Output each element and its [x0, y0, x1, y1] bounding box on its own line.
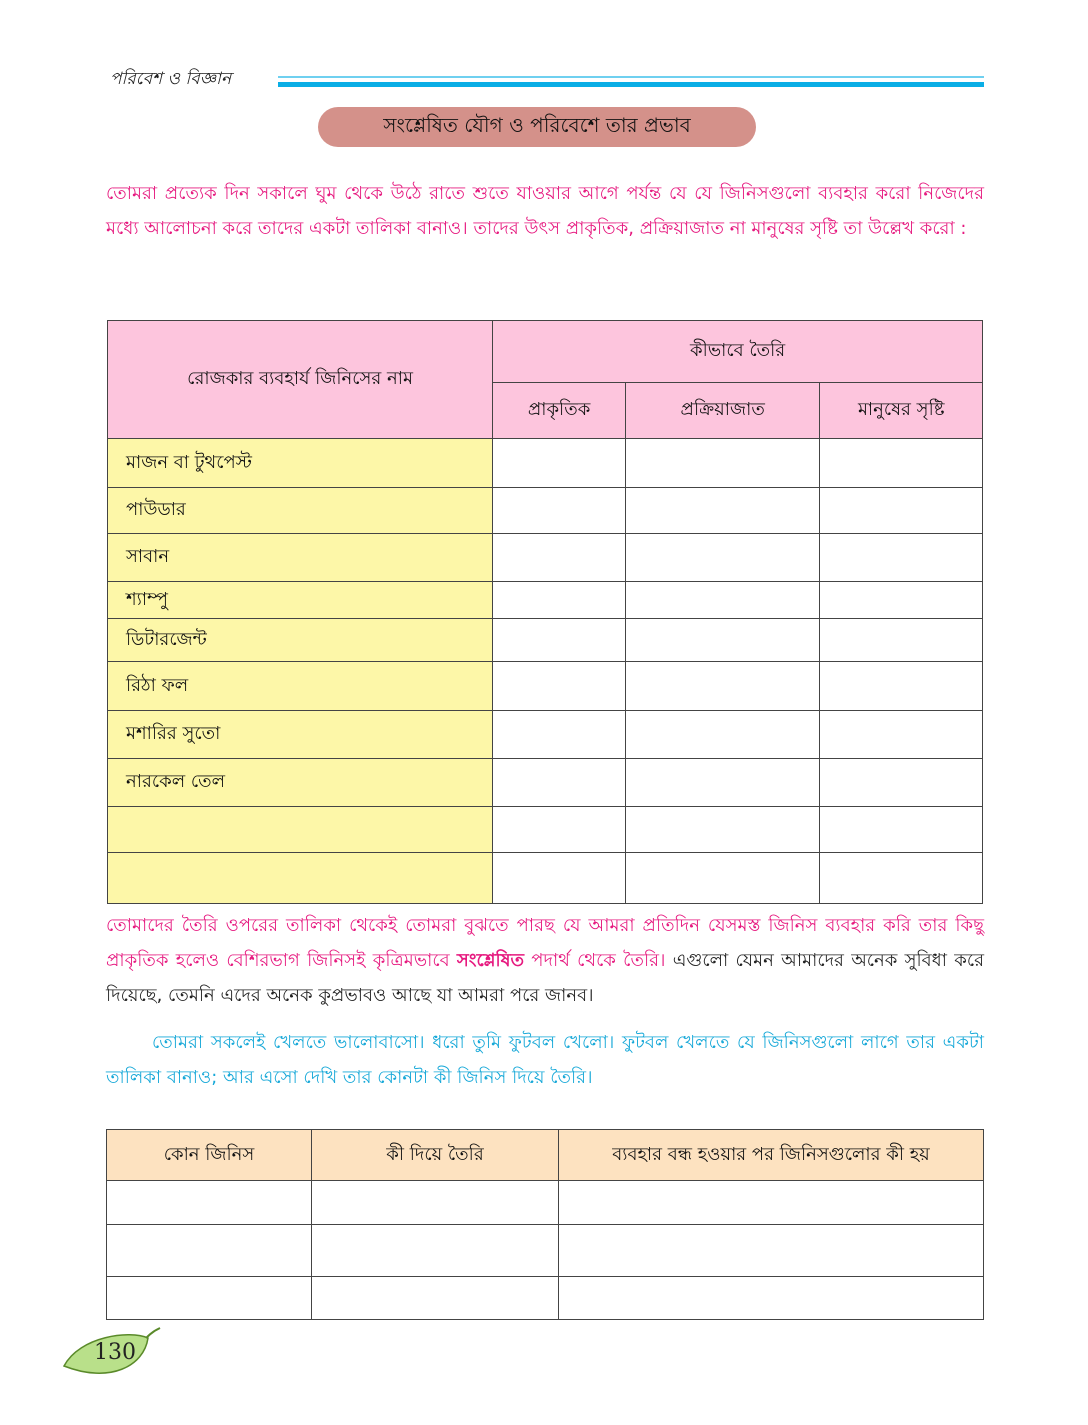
table-row [108, 488, 983, 534]
answer-cell[interactable] [625, 853, 820, 904]
item-name [108, 853, 493, 904]
para-text: পদার্থ থেকে তৈরি। [524, 950, 666, 971]
table-row [108, 853, 983, 904]
answer-cell[interactable] [625, 619, 820, 662]
football-paragraph: তোমরা সকলেই খেলতে ভালোবাসো। ধরো তুমি ফুটবল খেলো। ফুটবল খেলতে যে জিনিসগুলো লাগে তার একটা তালিকা বানাও; আর এসো দেখি তার কোনটা কী জিনিস দিয়ে তৈরি। [106, 1032, 984, 1088]
table-row [108, 582, 983, 619]
answer-cell[interactable] [625, 662, 820, 711]
answer-cell[interactable] [820, 853, 983, 904]
answer-cell[interactable] [312, 1225, 559, 1277]
answer-cell[interactable] [820, 662, 983, 711]
item-name: রিঠা ফল [108, 662, 493, 711]
daily-items-table [107, 320, 983, 904]
item-name [108, 807, 493, 853]
answer-cell[interactable] [312, 1181, 559, 1225]
answer-cell[interactable] [559, 1225, 984, 1277]
answer-cell[interactable] [559, 1277, 984, 1320]
paragraph-synthetic [106, 908, 984, 1013]
item-name: শ্যাম্পু [108, 582, 493, 619]
col-material: কী দিয়ে তৈরি [312, 1130, 559, 1181]
col-item-name: রোজকার ব্যবহার্য জিনিসের নাম [108, 321, 493, 439]
table-row [107, 1225, 984, 1277]
col-how-made: কীভাবে তৈরি [493, 321, 983, 383]
subcol-1: প্রক্রিয়াজাত [625, 383, 820, 439]
answer-cell[interactable] [625, 807, 820, 853]
answer-cell[interactable] [625, 711, 820, 759]
answer-cell[interactable] [820, 807, 983, 853]
table-row [108, 534, 983, 582]
table-row [108, 759, 983, 807]
answer-cell[interactable] [493, 853, 626, 904]
table-row [108, 807, 983, 853]
football-items-table [106, 1129, 984, 1320]
answer-cell[interactable] [107, 1225, 312, 1277]
item-name: ডিটারজেন্ট [108, 619, 493, 662]
answer-cell[interactable] [493, 619, 626, 662]
answer-cell[interactable] [820, 711, 983, 759]
answer-cell[interactable] [625, 439, 820, 488]
answer-cell[interactable] [820, 619, 983, 662]
answer-cell[interactable] [493, 711, 626, 759]
answer-cell[interactable] [312, 1277, 559, 1320]
highlight-term: সংশ্লেষিত [456, 950, 525, 971]
answer-cell[interactable] [493, 759, 626, 807]
answer-cell[interactable] [820, 534, 983, 582]
answer-cell[interactable] [493, 807, 626, 853]
answer-cell[interactable] [625, 759, 820, 807]
col-item: কোন জিনিস [107, 1130, 312, 1181]
page-number: 130 [94, 1340, 136, 1365]
answer-cell[interactable] [493, 662, 626, 711]
subcol-0: প্রাকৃতিক [493, 383, 626, 439]
header-rule-thick [278, 82, 984, 87]
table-row [108, 619, 983, 662]
table-row [107, 1277, 984, 1320]
answer-cell[interactable] [625, 488, 820, 534]
table-row [107, 1181, 984, 1225]
running-title: পরিবেশ ও বিজ্ঞান [110, 69, 232, 89]
answer-cell[interactable] [493, 439, 626, 488]
answer-cell[interactable] [820, 488, 983, 534]
answer-cell[interactable] [820, 759, 983, 807]
para-text: তোমাদের তৈরি ওপরের তালিকা থেকেই তোমরা বুঝতে পারছ যে আমরা প্রতিদিন যেসমস্ত জিনিস ব্যবহার করি তার কিছু প্রাকৃতিক হলেও বেশিরভাগ জিনিসই কৃত্রিমভাবে [106, 915, 984, 971]
header-rule-thin [278, 76, 984, 78]
intro-paragraph: তোমরা প্রত্যেক দিন সকালে ঘুম থেকে উঠে রাতে শুতে যাওয়ার আগে পর্যন্ত যে যে জিনিসগুলো ব্যবহার করো নিজেদের মধ্যে আলোচনা করে তাদের একটা তালিকা বানাও। তাদের উৎস প্রাকৃতিক, প্রক্রিয়াজাত না মানুষের সৃষ্টি তা উল্লেখ করো : [106, 183, 984, 239]
table-row [108, 662, 983, 711]
answer-cell[interactable] [107, 1277, 312, 1320]
item-name: পাউডার [108, 488, 493, 534]
col-after-use: ব্যবহার বন্ধ হওয়ার পর জিনিসগুলোর কী হয় [559, 1130, 984, 1181]
answer-cell[interactable] [820, 439, 983, 488]
section-title: সংশ্লেষিত যৌগ ও পরিবেশে তার প্রভাব [318, 107, 756, 147]
answer-cell[interactable] [559, 1181, 984, 1225]
para-text: এগুলো যেমন আমাদের অনেক সুবিধা করে দিয়েছে, তেমনি এদের অনেক কুপ্রভাবও আছে যা আমরা পরে জানব। [106, 950, 984, 1006]
answer-cell[interactable] [820, 582, 983, 619]
table-row [108, 711, 983, 759]
item-name: নারকেল তেল [108, 759, 493, 807]
page-number-leaf [60, 1326, 164, 1390]
answer-cell[interactable] [493, 534, 626, 582]
subcol-2: মানুষের সৃষ্টি [820, 383, 983, 439]
answer-cell[interactable] [625, 582, 820, 619]
answer-cell[interactable] [625, 534, 820, 582]
item-name: মশারির সুতো [108, 711, 493, 759]
table-row [108, 439, 983, 488]
answer-cell[interactable] [493, 582, 626, 619]
item-name: মাজন বা টুথপেস্ট [108, 439, 493, 488]
answer-cell[interactable] [493, 488, 626, 534]
answer-cell[interactable] [107, 1181, 312, 1225]
item-name: সাবান [108, 534, 493, 582]
